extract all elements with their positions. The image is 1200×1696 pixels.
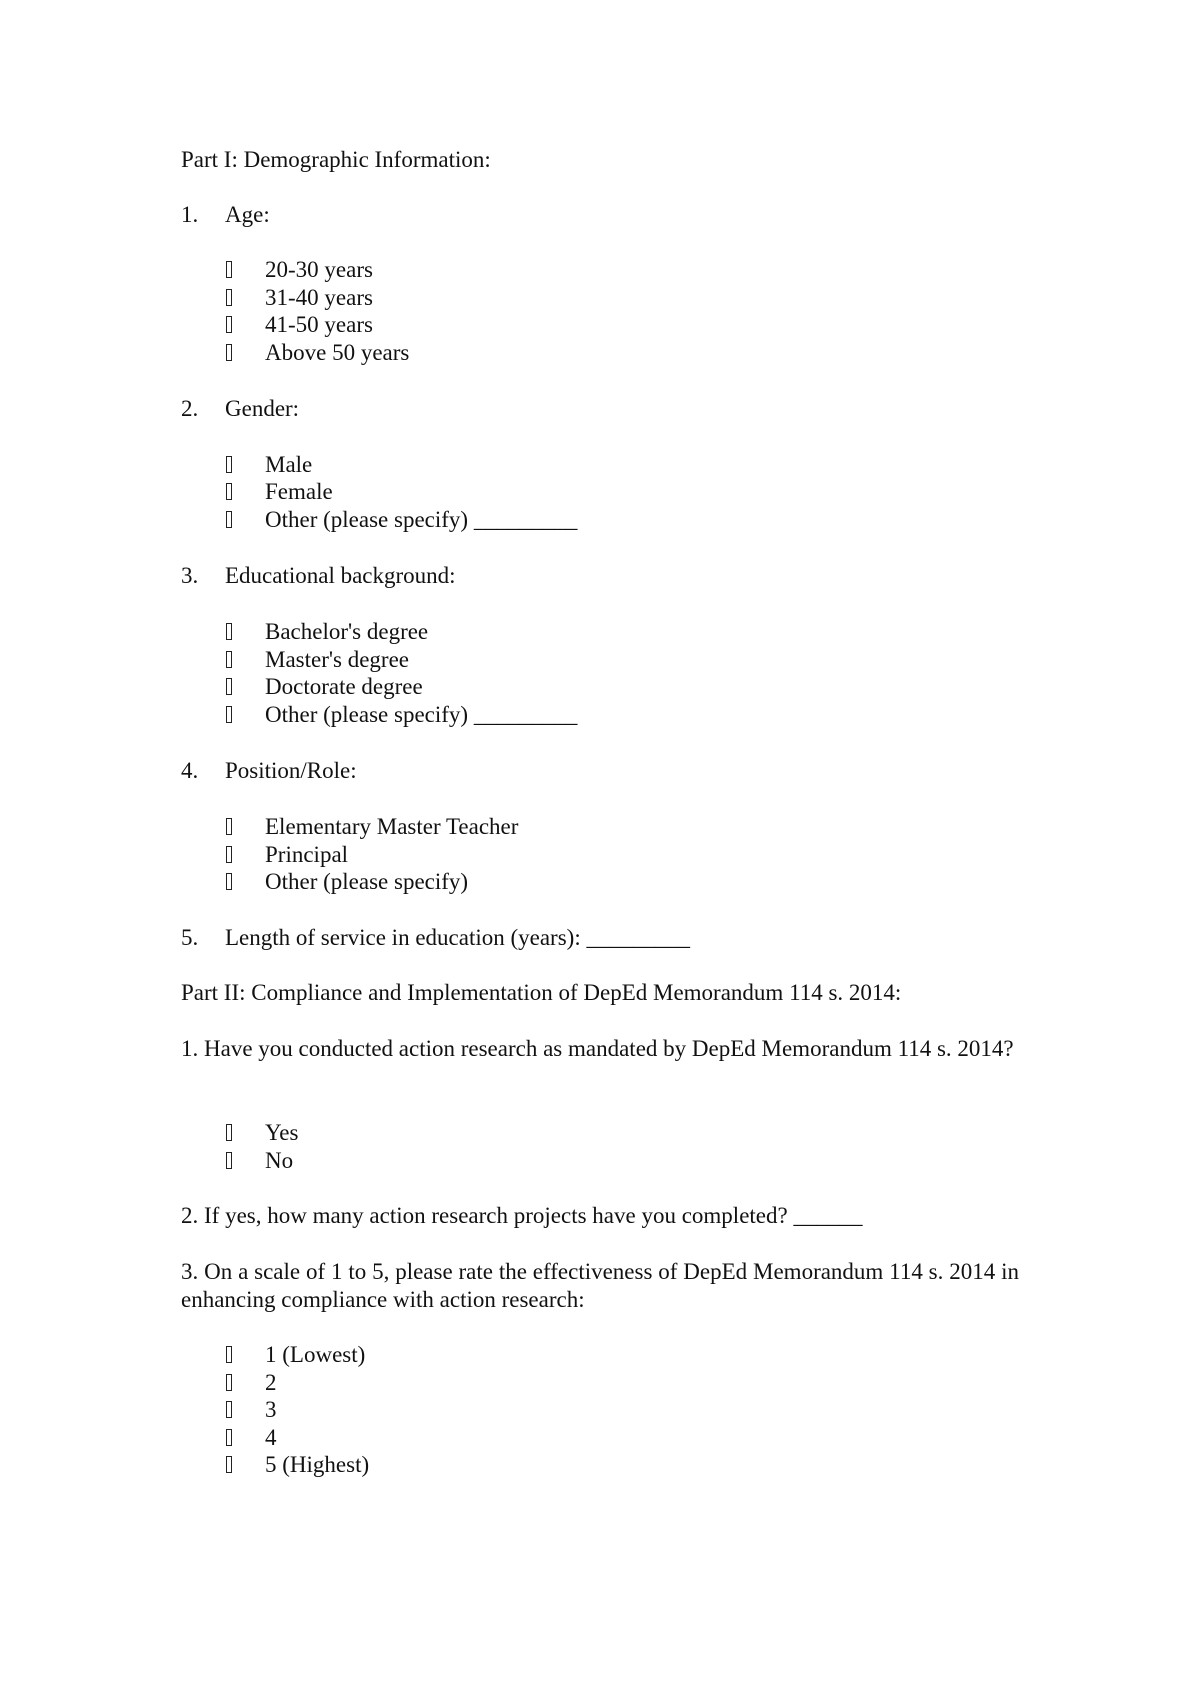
option-gender-male: Male xyxy=(265,452,313,477)
option-edu-bachelor: Bachelor's degree xyxy=(265,619,429,644)
q3-label: Educational background: xyxy=(225,563,456,588)
p2-q3-text: 3. On a scale of 1 to 5, please rate the effectiveness of DepEd Memorandum 114 s. 2014 in enhancing compliance with action research: xyxy=(181,1259,1019,1312)
option-role-principal: Principal xyxy=(265,842,349,867)
option-age-20-30: 20-30 years xyxy=(265,257,373,282)
option-gender-other: Other (please specify) _________ xyxy=(265,507,578,532)
checkbox-edu-other[interactable] xyxy=(226,706,232,723)
q4-label: Position/Role: xyxy=(225,758,357,783)
q5-label: Length of service in education (years): _________ xyxy=(225,925,690,950)
checkbox-p2q1-no[interactable] xyxy=(226,1152,232,1169)
checkbox-edu-master[interactable] xyxy=(226,651,232,668)
q5-number: 5. xyxy=(181,925,199,950)
checkbox-role-principal[interactable] xyxy=(226,846,232,863)
option-edu-doctorate: Doctorate degree xyxy=(265,674,423,699)
checkbox-p2q1-yes[interactable] xyxy=(226,1124,232,1141)
checkbox-edu-doctorate[interactable] xyxy=(226,678,232,695)
checkbox-rating-3[interactable] xyxy=(226,1401,232,1418)
option-role-master-teacher: Elementary Master Teacher xyxy=(265,814,519,839)
q2-label: Gender: xyxy=(225,396,300,421)
q3-number: 3. xyxy=(181,563,199,588)
option-gender-female: Female xyxy=(265,479,333,504)
option-rating-5: 5 (Highest) xyxy=(265,1452,370,1477)
option-edu-other: Other (please specify) _________ xyxy=(265,702,578,727)
q1-number: 1. xyxy=(181,202,199,227)
option-age-41-50: 41-50 years xyxy=(265,312,373,337)
part1-heading: Part I: Demographic Information: xyxy=(181,147,491,172)
option-age-above-50: Above 50 years xyxy=(265,340,410,365)
option-age-31-40: 31-40 years xyxy=(265,285,373,310)
q4-number: 4. xyxy=(181,758,199,783)
checkbox-gender-male[interactable] xyxy=(226,456,232,473)
option-rating-4: 4 xyxy=(265,1425,277,1450)
option-role-other: Other (please specify) xyxy=(265,869,469,894)
checkbox-rating-4[interactable] xyxy=(226,1429,232,1446)
q1-label: Age: xyxy=(225,202,270,227)
checkbox-gender-female[interactable] xyxy=(226,483,232,500)
part2-heading: Part II: Compliance and Implementation of DepEd Memorandum 114 s. 2014: xyxy=(181,980,902,1005)
option-edu-master: Master's degree xyxy=(265,647,409,672)
checkbox-role-master-teacher[interactable] xyxy=(226,818,232,835)
p2-q1-text: 1. Have you conducted action research as mandated by DepEd Memorandum 114 s. 2014? xyxy=(181,1036,1014,1061)
checkbox-age-31-40[interactable] xyxy=(226,289,232,306)
p2-q2-text: 2. If yes, how many action research projects have you completed? ______ xyxy=(181,1203,863,1228)
checkbox-gender-other[interactable] xyxy=(226,511,232,528)
checkbox-rating-2[interactable] xyxy=(226,1374,232,1391)
option-rating-1: 1 (Lowest) xyxy=(265,1342,366,1367)
checkbox-rating-1[interactable] xyxy=(226,1346,232,1363)
option-p2q1-no: No xyxy=(265,1148,294,1173)
option-rating-3: 3 xyxy=(265,1397,277,1422)
checkbox-role-other[interactable] xyxy=(226,873,232,890)
checkbox-rating-5[interactable] xyxy=(226,1456,232,1473)
option-rating-2: 2 xyxy=(265,1370,277,1395)
option-p2q1-yes: Yes xyxy=(265,1120,299,1145)
checkbox-age-41-50[interactable] xyxy=(226,316,232,333)
checkbox-age-above-50[interactable] xyxy=(226,344,232,361)
checkbox-edu-bachelor[interactable] xyxy=(226,623,232,640)
checkbox-age-20-30[interactable] xyxy=(226,261,232,278)
q2-number: 2. xyxy=(181,396,199,421)
